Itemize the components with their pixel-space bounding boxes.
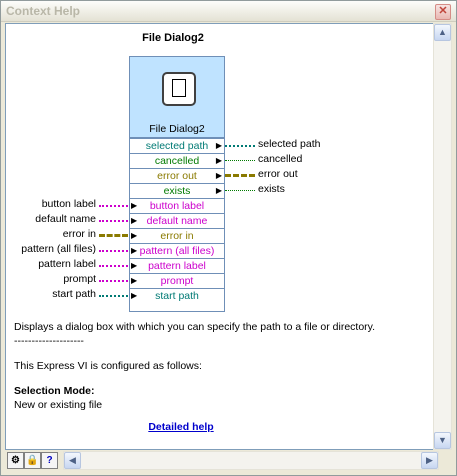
output-label: exists (258, 183, 285, 195)
input-terminal (130, 258, 224, 273)
horizontal-scrollbar[interactable] (63, 451, 439, 470)
input-wire (99, 250, 128, 252)
input-arrow-icon: ▶ (131, 291, 138, 300)
status-bar (5, 450, 450, 470)
output-label: cancelled (258, 153, 303, 165)
output-wire (225, 160, 255, 161)
input-wire (99, 205, 128, 207)
output-terminal (130, 168, 224, 183)
output-wire (225, 145, 255, 147)
input-label: prompt (63, 273, 96, 285)
input-arrow-icon: ▶ (131, 261, 138, 270)
input-terminal (130, 198, 224, 213)
terminal-label: default name (146, 215, 208, 227)
scroll-right-button[interactable]: ▶ (421, 452, 438, 469)
output-terminal (130, 183, 224, 198)
vi-node (129, 56, 225, 312)
input-arrow-icon: ▶ (131, 276, 138, 285)
input-terminal (130, 273, 224, 288)
output-arrow-icon: ▶ (215, 141, 222, 150)
input-wire (99, 295, 128, 297)
output-label: error out (258, 168, 298, 180)
input-arrow-icon: ▶ (131, 216, 138, 225)
input-wire (99, 265, 128, 267)
input-wire (99, 280, 128, 282)
show-optional-terminals-button[interactable]: ⚙ (7, 452, 24, 469)
window-title: Context Help (6, 4, 81, 18)
title-bar (1, 1, 456, 22)
terminal-label: prompt (160, 275, 194, 287)
input-arrow-icon: ▶ (131, 231, 138, 240)
output-arrow-icon: ▶ (215, 171, 222, 180)
scroll-left-button[interactable]: ◀ (64, 452, 81, 469)
input-label: error in (62, 228, 96, 240)
input-label: pattern label (38, 258, 96, 270)
terminal-label: exists (163, 185, 191, 197)
vi-title: File Dialog2 (142, 32, 204, 44)
terminal-label: pattern label (148, 260, 206, 272)
input-terminal (130, 243, 224, 258)
input-label: pattern (all files) (21, 243, 96, 255)
input-label: button label (41, 198, 96, 210)
file-dialog-icon (162, 72, 196, 106)
vi-icon-area (130, 57, 224, 138)
output-terminal (130, 153, 224, 168)
terminal-label: error out (157, 170, 197, 182)
close-button[interactable]: ✕ (435, 4, 451, 20)
input-arrow-icon: ▶ (131, 246, 138, 255)
config-text: This Express VI is configured as follows: (14, 360, 202, 372)
output-terminal (130, 138, 224, 153)
detailed-help-link[interactable]: Detailed help (148, 421, 214, 433)
input-terminal (130, 213, 224, 228)
terminal-label: cancelled (154, 155, 200, 167)
scroll-up-button[interactable]: ▲ (434, 24, 451, 41)
input-wire (99, 220, 128, 222)
lock-button[interactable]: 🔒 (24, 452, 41, 469)
node-name: File Dialog2 (149, 123, 205, 135)
terminal-label: start path (155, 290, 199, 302)
input-wire (99, 234, 128, 237)
output-wire (225, 190, 255, 191)
terminal-label: button label (149, 200, 205, 212)
terminal-label: pattern (all files) (139, 245, 215, 257)
output-wire (225, 174, 255, 177)
terminal-label: selected path (145, 140, 209, 152)
separator-line: -------------------- (14, 335, 84, 347)
input-label: default name (35, 213, 96, 225)
scroll-down-button[interactable]: ▼ (434, 432, 451, 449)
input-label: start path (52, 288, 96, 300)
selection-mode-heading: Selection Mode: (14, 385, 95, 397)
input-terminal (130, 228, 224, 243)
terminal-label: error in (160, 230, 194, 242)
input-terminal (130, 288, 224, 303)
vertical-scrollbar[interactable] (433, 23, 452, 450)
selection-mode-value: New or existing file (14, 399, 103, 411)
output-arrow-icon: ▶ (215, 156, 222, 165)
output-label: selected path (258, 138, 321, 150)
output-arrow-icon: ▶ (215, 186, 222, 195)
help-content (5, 23, 434, 450)
help-button[interactable]: ? (41, 452, 58, 469)
page-icon (172, 79, 186, 97)
description-text: Displays a dialog box with which you can specify the path to a file or directory. (14, 321, 376, 333)
input-arrow-icon: ▶ (131, 201, 138, 210)
